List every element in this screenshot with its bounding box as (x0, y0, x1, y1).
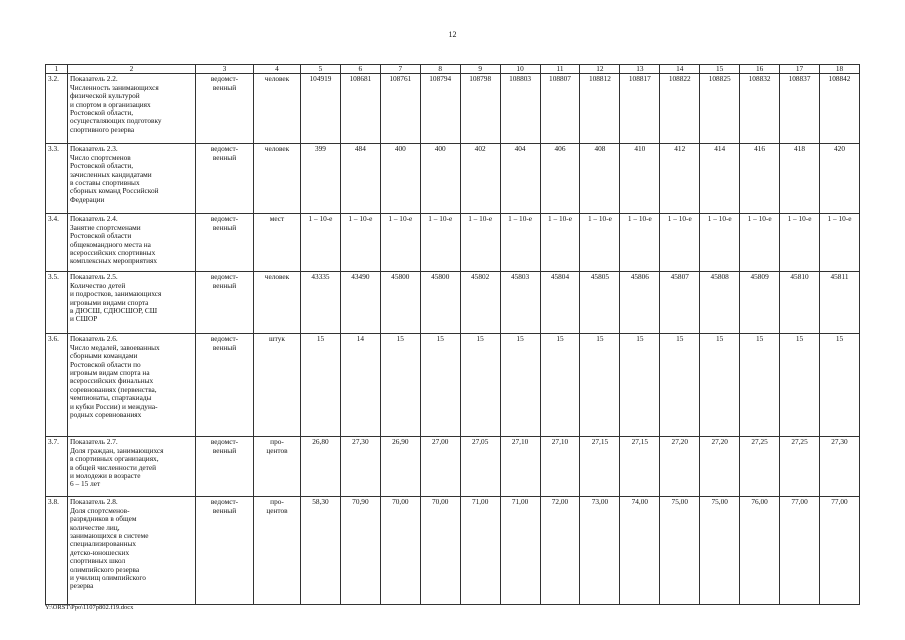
unit-of-measure: про- центов (254, 437, 301, 497)
indicator-value: 1 – 10-е (420, 214, 460, 272)
indicator-value: 108681 (340, 74, 380, 144)
unit-of-measure: штук (254, 334, 301, 437)
data-source: ведомст- венный (196, 272, 254, 334)
indicator-name: Показатель 2.5. Количество детей и подростков, занимающихся игровыми видами спорта в ДЮСШ, СДЮСШОР, СШ и СШОР (68, 272, 196, 334)
table-row (46, 144, 860, 214)
indicator-value: 15 (420, 334, 460, 437)
unit-of-measure: мест (254, 214, 301, 272)
indicator-value: 406 (540, 144, 580, 214)
row-number: 3.7. (46, 437, 68, 497)
column-number-header: 15 (700, 65, 740, 74)
indicator-value: 408 (580, 144, 620, 214)
indicator-value: 76,00 (740, 497, 780, 605)
column-number-header: 6 (340, 65, 380, 74)
indicator-value: 45809 (740, 272, 780, 334)
indicator-name: Показатель 2.3. Число спортсменов Ростовской области, зачисленных кандидатами в составы спортивных сборных команд Российской Федерации (68, 144, 196, 214)
indicator-value: 1 – 10-е (620, 214, 660, 272)
indicator-value: 1 – 10-е (301, 214, 341, 272)
unit-of-measure: про- центов (254, 497, 301, 605)
column-number-header: 9 (460, 65, 500, 74)
indicator-value: 1 – 10-е (380, 214, 420, 272)
indicator-value: 15 (740, 334, 780, 437)
row-number: 3.4. (46, 214, 68, 272)
indicator-value: 27,00 (420, 437, 460, 497)
table-row (46, 437, 860, 497)
table-body (46, 74, 860, 605)
indicator-value: 15 (460, 334, 500, 437)
indicator-value: 15 (620, 334, 660, 437)
indicator-value: 45805 (580, 272, 620, 334)
indicator-value: 104919 (301, 74, 341, 144)
column-number-header: 1 (46, 65, 68, 74)
file-path-footer: Y:\ORST\Ppo\1107p802.f19.docx (45, 604, 134, 611)
indicator-value: 45803 (500, 272, 540, 334)
column-number-header: 3 (196, 65, 254, 74)
indicator-value: 108794 (420, 74, 460, 144)
indicator-name: Показатель 2.7. Доля граждан, занимающихся в спортивных организациях, в общей численности детей и молодежи в возрасте 6 – 15 лет (68, 437, 196, 497)
indicator-name: Показатель 2.6. Число медалей, завоеванных сборными командами Ростовской области по игровым видам спорта на всероссийских финальных соревнованиях (первенства, чемпионаты, спартакиады и кубки России) и междуна- родных соревнованиях (68, 334, 196, 437)
indicator-value: 45804 (540, 272, 580, 334)
indicator-value: 15 (580, 334, 620, 437)
column-number-header: 13 (620, 65, 660, 74)
indicator-value: 108817 (620, 74, 660, 144)
indicator-value: 108822 (660, 74, 700, 144)
column-number-header: 8 (420, 65, 460, 74)
indicator-value: 27,30 (819, 437, 859, 497)
indicator-value: 45800 (380, 272, 420, 334)
data-source: ведомст- венный (196, 334, 254, 437)
indicator-value: 27,05 (460, 437, 500, 497)
indicator-value: 27,25 (740, 437, 780, 497)
indicators-table (45, 64, 860, 605)
indicator-value: 45800 (420, 272, 460, 334)
indicator-value: 108832 (740, 74, 780, 144)
indicator-value: 15 (540, 334, 580, 437)
data-source: ведомст- венный (196, 437, 254, 497)
column-number-header: 4 (254, 65, 301, 74)
unit-of-measure: человек (254, 272, 301, 334)
row-number: 3.8. (46, 497, 68, 605)
indicator-value: 108842 (819, 74, 859, 144)
indicator-value: 420 (819, 144, 859, 214)
indicator-value: 14 (340, 334, 380, 437)
indicator-value: 1 – 10-е (660, 214, 700, 272)
indicator-value: 416 (740, 144, 780, 214)
indicator-value: 15 (700, 334, 740, 437)
row-number: 3.6. (46, 334, 68, 437)
indicator-value: 26,90 (380, 437, 420, 497)
indicator-value: 72,00 (540, 497, 580, 605)
indicator-value: 74,00 (620, 497, 660, 605)
indicator-value: 75,00 (700, 497, 740, 605)
indicator-value: 27,10 (540, 437, 580, 497)
indicator-value: 108807 (540, 74, 580, 144)
column-number-header: 12 (580, 65, 620, 74)
indicator-name: Показатель 2.4. Занятие спортсменами Ростовской области общекомандного места на всероссийских спортивных комплексных мероприятиях (68, 214, 196, 272)
indicator-value: 108825 (700, 74, 740, 144)
indicator-value: 77,00 (780, 497, 820, 605)
column-number-header: 2 (68, 65, 196, 74)
indicator-value: 75,00 (660, 497, 700, 605)
indicator-value: 1 – 10-е (819, 214, 859, 272)
indicator-value: 45811 (819, 272, 859, 334)
indicator-name: Показатель 2.8. Доля спортсменов- разрядников в общем количестве лиц, занимающихся в системе специализированных детско-юношеских спортивных школ олимпийского резерва и училищ олимпийского резерва (68, 497, 196, 605)
page-number: 12 (448, 30, 457, 39)
column-number-header: 5 (301, 65, 341, 74)
indicator-value: 484 (340, 144, 380, 214)
indicator-value: 27,20 (660, 437, 700, 497)
indicator-value: 399 (301, 144, 341, 214)
indicator-value: 58,30 (301, 497, 341, 605)
indicator-value: 15 (380, 334, 420, 437)
row-number: 3.2. (46, 74, 68, 144)
indicator-value: 418 (780, 144, 820, 214)
indicator-value: 45810 (780, 272, 820, 334)
indicator-value: 15 (301, 334, 341, 437)
indicator-value: 412 (660, 144, 700, 214)
indicator-value: 70,00 (420, 497, 460, 605)
indicator-value: 27,15 (580, 437, 620, 497)
data-source: ведомст- венный (196, 214, 254, 272)
indicator-value: 70,00 (380, 497, 420, 605)
column-number-header: 10 (500, 65, 540, 74)
indicator-name: Показатель 2.2. Численность занимающихся физической культурой и спортом в организациях Ростовской области, осуществляющих подготовку спортивного резерва (68, 74, 196, 144)
indicator-value: 45807 (660, 272, 700, 334)
indicator-value: 70,90 (340, 497, 380, 605)
unit-of-measure: человек (254, 74, 301, 144)
indicator-value: 108812 (580, 74, 620, 144)
indicator-value: 26,80 (301, 437, 341, 497)
indicator-value: 1 – 10-е (700, 214, 740, 272)
column-number-header: 14 (660, 65, 700, 74)
indicator-value: 402 (460, 144, 500, 214)
indicator-value: 400 (420, 144, 460, 214)
indicator-value: 400 (380, 144, 420, 214)
unit-of-measure: человек (254, 144, 301, 214)
data-source: ведомст- венный (196, 497, 254, 605)
indicator-value: 15 (819, 334, 859, 437)
indicator-value: 1 – 10-е (340, 214, 380, 272)
indicator-value: 43490 (340, 272, 380, 334)
indicator-value: 108761 (380, 74, 420, 144)
indicator-value: 1 – 10-е (580, 214, 620, 272)
indicator-value: 43335 (301, 272, 341, 334)
indicator-value: 27,20 (700, 437, 740, 497)
table-row (46, 272, 860, 334)
data-source: ведомст- венный (196, 74, 254, 144)
column-number-header: 11 (540, 65, 580, 74)
indicator-value: 71,00 (460, 497, 500, 605)
table-row (46, 214, 860, 272)
indicator-value: 27,15 (620, 437, 660, 497)
indicator-value: 45802 (460, 272, 500, 334)
indicator-value: 410 (620, 144, 660, 214)
indicator-value: 404 (500, 144, 540, 214)
indicator-value: 108798 (460, 74, 500, 144)
indicator-value: 1 – 10-е (540, 214, 580, 272)
indicator-value: 27,25 (780, 437, 820, 497)
data-source: ведомст- венный (196, 144, 254, 214)
indicator-value: 45808 (700, 272, 740, 334)
indicator-value: 15 (780, 334, 820, 437)
indicator-value: 73,00 (580, 497, 620, 605)
column-number-header: 17 (780, 65, 820, 74)
row-number: 3.3. (46, 144, 68, 214)
indicator-value: 45806 (620, 272, 660, 334)
table-row (46, 74, 860, 144)
indicator-value: 15 (660, 334, 700, 437)
indicator-value: 77,00 (819, 497, 859, 605)
indicator-value: 414 (700, 144, 740, 214)
column-number-header: 18 (819, 65, 859, 74)
indicator-value: 15 (500, 334, 540, 437)
row-number: 3.5. (46, 272, 68, 334)
indicator-value: 1 – 10-е (500, 214, 540, 272)
indicator-value: 1 – 10-е (780, 214, 820, 272)
indicator-value: 71,00 (500, 497, 540, 605)
indicator-value: 27,30 (340, 437, 380, 497)
indicator-value: 1 – 10-е (460, 214, 500, 272)
column-number-header: 16 (740, 65, 780, 74)
indicator-value: 27,10 (500, 437, 540, 497)
column-number-header: 7 (380, 65, 420, 74)
header-row (46, 65, 860, 74)
table-row (46, 334, 860, 437)
indicator-value: 108803 (500, 74, 540, 144)
indicator-value: 108837 (780, 74, 820, 144)
table-row (46, 497, 860, 605)
indicator-value: 1 – 10-е (740, 214, 780, 272)
